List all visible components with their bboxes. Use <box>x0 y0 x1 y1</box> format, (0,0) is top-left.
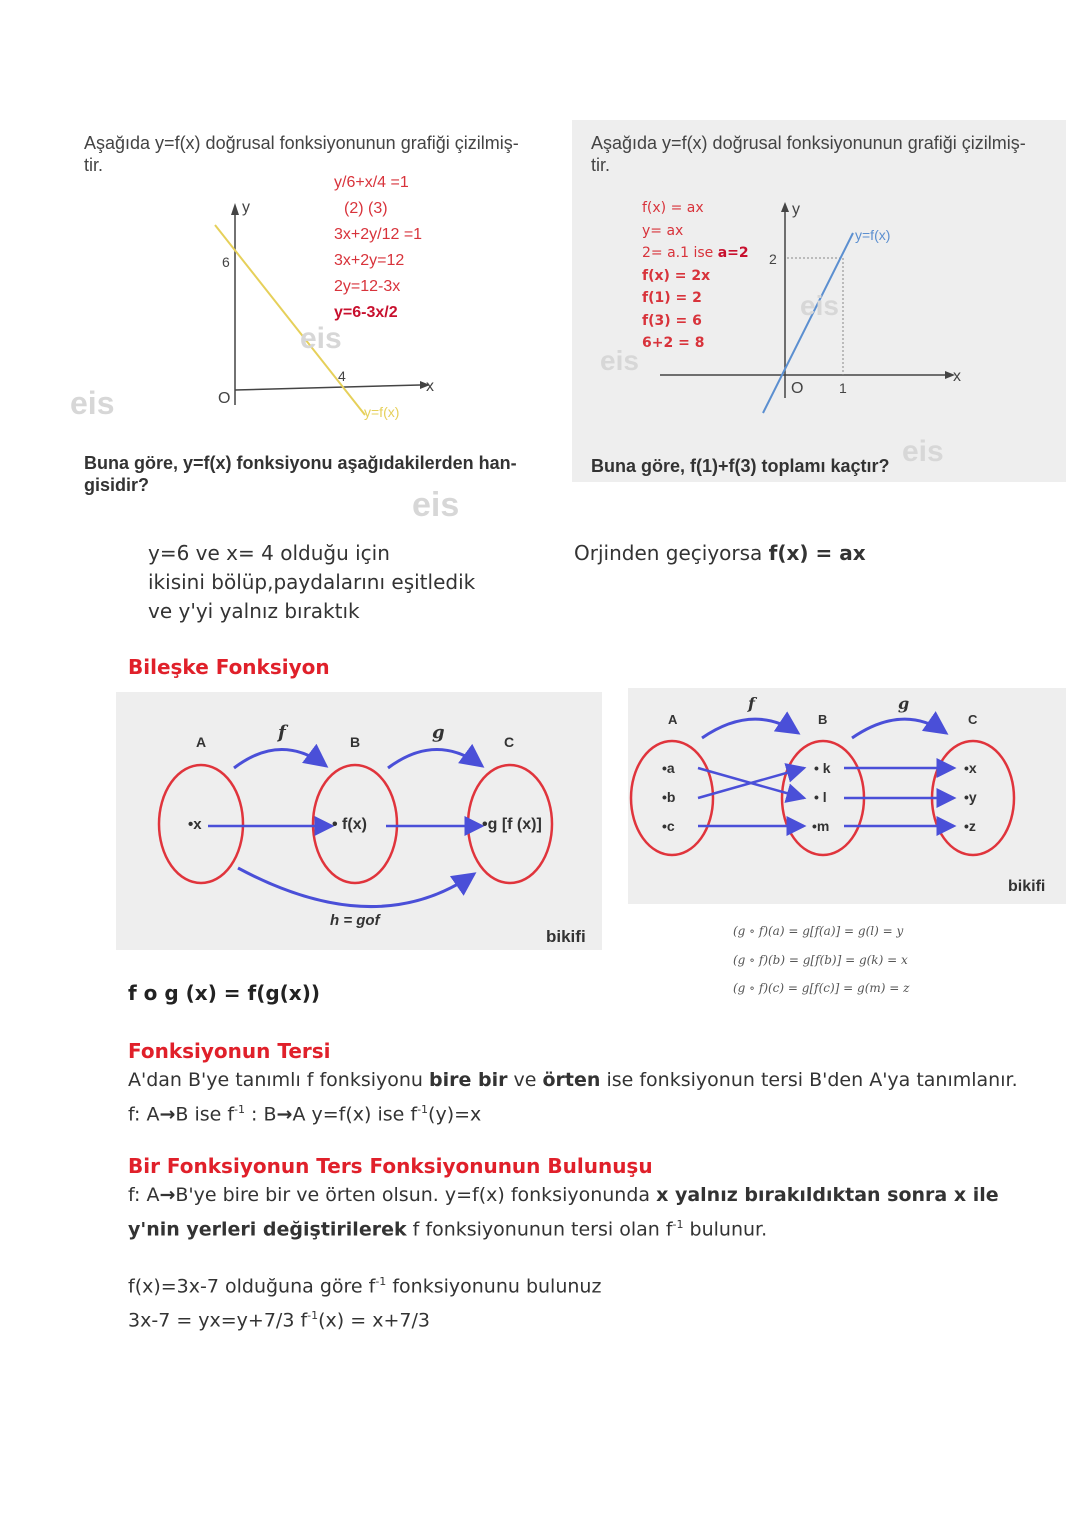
fog-formula: f o g (x) = f(g(x)) <box>128 981 320 1005</box>
watermark: eis <box>412 486 460 524</box>
q2-question: Buna göre, f(1)+f(3) toplamı kaçtır? <box>591 456 890 476</box>
q2-y-label: y <box>792 201 800 218</box>
brand-logo: bikifi <box>546 927 586 946</box>
q2-y-value: 2 <box>769 251 777 267</box>
watermark: eis <box>800 290 839 321</box>
composition-equations: (g ∘ f)(a) = g[f(a)] = g(l) = y (g ∘ f)(b) = g[f(b)] = g(k) = x (g ∘ f)(c) = g[f(c)] = g(m) = z <box>733 924 910 995</box>
q1-y-arrow <box>231 203 239 215</box>
q1-y-intercept: 6 <box>222 254 230 270</box>
watermark: eis <box>600 345 639 376</box>
q2-explanation: Orjinden geçiyorsa f(x) = ax <box>574 541 866 565</box>
composition-diagram-1 <box>116 692 602 950</box>
q1-origin: O <box>218 390 231 407</box>
f-arrow <box>702 719 798 738</box>
a-item: •c <box>662 818 675 834</box>
set-a-label: A <box>668 712 678 727</box>
inverse-heading: Fonksiyonun Tersi <box>128 1039 331 1063</box>
b-item: • l <box>814 789 827 805</box>
q2-y-arrow <box>781 202 789 212</box>
c-item: •z <box>964 818 976 834</box>
inverse-find-text: f: A→B'ye bire bir ve örten olsun. y=f(x) fonksiyonunda x yalnız bırakıldıktan sonra x ile y'nin yerleri değiştirilerek f fonksiyonunun tersi olan $f^{-1}$ bulunur. <box>128 1184 999 1241</box>
set-b-label: B <box>818 712 828 727</box>
q2-origin: O <box>791 380 804 397</box>
brand-logo: bikifi <box>1008 878 1046 895</box>
q2-x-label: x <box>953 368 961 385</box>
q1-x-label: x <box>426 378 434 395</box>
set-c-label: C <box>968 712 978 727</box>
composition-diagram-2 <box>628 688 1066 904</box>
q1-question: Buna göre, y=f(x) fonksiyonu aşağıdakilerden han- gisidir? <box>84 453 517 495</box>
inverse-example: f(x)=3x-7 olduğuna göre $f^{-1}$ fonksiyonunu bulunuz 3x-7 = yx=y+7/3 $f^{-1}(x) = x+7/3$ <box>128 1275 602 1332</box>
g-label: g <box>898 694 910 713</box>
b-item: •m <box>812 818 830 834</box>
h-label: h = gof <box>330 912 380 929</box>
g-arrow <box>388 749 482 768</box>
set-b-label: B <box>350 734 361 750</box>
f-label: f <box>748 694 755 713</box>
q1-graph <box>180 195 460 430</box>
b-item: • k <box>814 760 831 776</box>
q1-y-label: y <box>242 199 250 216</box>
element-gfx: •g [f (x)] <box>482 816 542 833</box>
g-label: g <box>432 722 445 743</box>
set-a-label: A <box>196 734 207 750</box>
q1-intro: Aşağıda y=f(x) doğrusal fonksiyonunun grafiği çizilmiş- tir. <box>84 133 519 175</box>
q1-line-label: y=f(x) <box>364 404 400 420</box>
watermark: eis <box>902 435 944 468</box>
inverse-definition: A'dan B'ye tanımlı f fonksiyonu bire bir ve örten ise fonksiyonun tersi B'den A'ya tanımlanır. f: A→B ise $f^{-1}$ : B→A y=f(x) ise $f^{-1}(y)=x$ <box>128 1069 1018 1126</box>
q1-x-intercept: 4 <box>338 368 346 384</box>
c-item: •y <box>964 789 977 805</box>
f-label: f <box>278 722 286 743</box>
q1-work: y/6+x/4 =1 (2) (3) 3x+2y/12 =1 3x+2y=12 2y=12-3x y=6-3x/2 <box>334 174 423 321</box>
q1-explanation: y=6 ve x= 4 olduğu için ikisini bölüp,paydalarını eşitledik ve y'yi yalnız bıraktık <box>148 541 476 623</box>
h-arrow <box>238 868 474 907</box>
q2-work: f(x) = ax y= ax 2= a.1 ise a=2 f(x) = 2x f(1) = 2 f(3) = 6 6+2 = 8 <box>642 200 749 351</box>
q1-x-axis <box>235 385 420 390</box>
composition-heading: Bileşke Fonksiyon <box>128 655 330 679</box>
watermark: eis <box>300 322 342 355</box>
element-fx: • f(x) <box>332 816 367 833</box>
a-item: •b <box>662 789 676 805</box>
set-c-label: C <box>504 734 515 750</box>
c-item: •x <box>964 760 977 776</box>
q2-line-label: y=f(x) <box>855 227 891 243</box>
inverse-find-heading: Bir Fonksiyonun Ters Fonksiyonunun Bulunuşu <box>128 1154 653 1178</box>
q2-intro: Aşağıda y=f(x) doğrusal fonksiyonunun grafiği çizilmiş- tir. <box>591 133 1026 175</box>
q1-function-line <box>215 225 365 415</box>
element-x: •x <box>188 816 202 833</box>
f-arrow <box>234 749 326 768</box>
q2-x-value: 1 <box>839 380 847 396</box>
watermark: eis <box>70 385 115 421</box>
g-arrow <box>852 719 946 738</box>
a-item: •a <box>662 760 675 776</box>
